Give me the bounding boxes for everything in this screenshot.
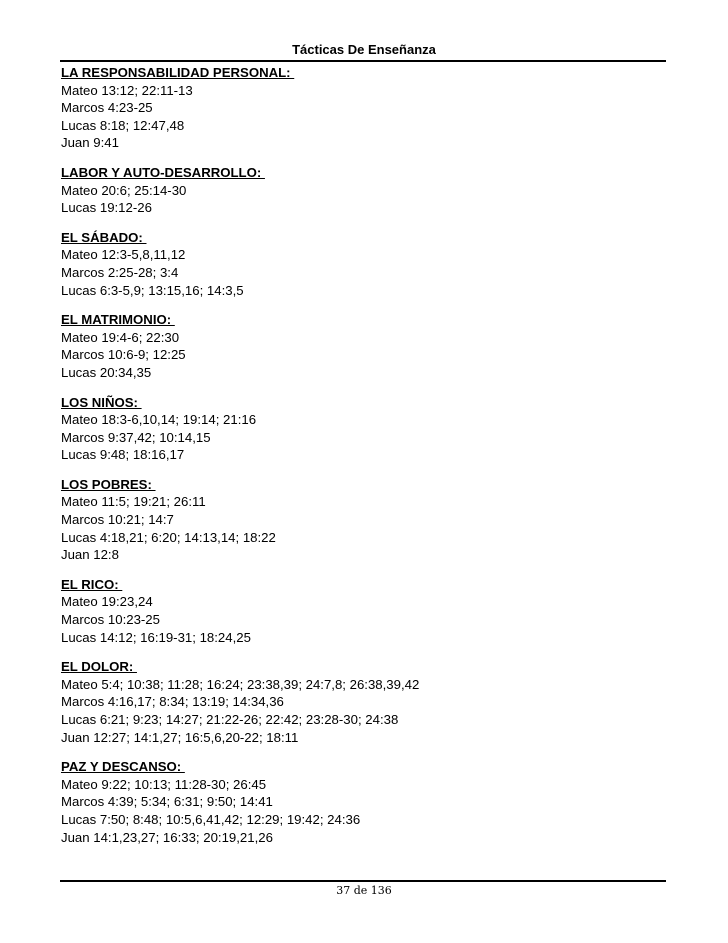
scripture-reference: Lucas 4:18,21; 6:20; 14:13,14; 18:22 (61, 529, 276, 545)
scripture-reference: Mateo 18:3-6,10,14; 19:14; 21:16 (61, 412, 257, 428)
scripture-reference: Mateo 19:4-6; 22:30 (61, 329, 180, 345)
scripture-reference: Lucas 20:34,35 (61, 364, 152, 380)
scripture-reference: Mateo 19:23,24 (61, 594, 153, 610)
topic-section (61, 164, 661, 217)
topic-heading: EL MATRIMONIO: (61, 312, 175, 328)
document-body (61, 64, 661, 858)
scripture-reference: Mateo 12:3-5,8,11,12 (61, 247, 186, 263)
topic-section (61, 658, 661, 746)
topic-section (61, 758, 661, 846)
scripture-reference: Lucas 19:12-26 (61, 200, 152, 216)
topic-heading: EL SÁBADO: (61, 229, 147, 245)
scripture-reference: Lucas 6:21; 9:23; 14:27; 21:22-26; 22:42; 23:28-30; 24:38 (61, 712, 399, 727)
scripture-reference: Lucas 8:18; 12:47,48 (61, 117, 185, 133)
topic-section (61, 64, 661, 152)
scripture-reference: Marcos 10:21; 14:7 (61, 512, 174, 528)
scripture-reference: Lucas 14:12; 16:19-31; 18:24,25 (61, 629, 251, 645)
scripture-reference: Mateo 13:12; 22:11-13 (61, 82, 193, 98)
page-number: 37 de 136 (336, 884, 392, 897)
scripture-reference: Lucas 6:3-5,9; 13:15,16; 14:3,5 (61, 282, 244, 298)
scripture-reference: Lucas 9:48; 18:16,17 (61, 447, 185, 463)
page-header-title: Tácticas De Enseñanza (292, 42, 436, 57)
topic-heading: LABOR Y AUTO-DESARROLLO: (61, 164, 265, 180)
topic-section (61, 394, 661, 464)
topic-heading: EL RICO: (61, 576, 123, 592)
topic-heading: LOS NIÑOS: (61, 394, 142, 410)
scripture-reference: Mateo 20:6; 25:14-30 (61, 182, 187, 198)
scripture-reference: Marcos 2:25-28; 3:4 (61, 264, 179, 280)
footer-divider (60, 880, 666, 882)
topic-heading: LOS POBRES: (61, 476, 156, 492)
scripture-reference: Juan 9:41 (61, 135, 119, 151)
topic-heading: EL DOLOR: (61, 659, 137, 675)
scripture-reference: Mateo 11:5; 19:21; 26:11 (61, 494, 206, 510)
scripture-reference: Lucas 7:50; 8:48; 10:5,6,41,42; 12:29; 19:42; 24:36 (61, 811, 361, 827)
topic-heading: LA RESPONSABILIDAD PERSONAL: (61, 65, 295, 80)
topic-section (61, 476, 661, 564)
scripture-reference: Marcos 10:23-25 (61, 612, 160, 628)
scripture-reference: Marcos 4:16,17; 8:34; 13:19; 14:34,36 (61, 694, 284, 710)
scripture-reference: Juan 12:8 (61, 547, 119, 563)
scripture-reference: Marcos 10:6-9; 12:25 (61, 347, 186, 363)
topic-section (61, 311, 661, 381)
scripture-reference: Mateo 5:4; 10:38; 11:28; 16:24; 23:38,39; 24:7,8; 26:38,39,42 (61, 676, 420, 692)
scripture-reference: Marcos 4:23-25 (61, 100, 153, 116)
header-divider (60, 60, 666, 62)
topic-heading: PAZ Y DESCANSO: (61, 759, 185, 775)
topic-section (61, 229, 661, 299)
scripture-reference: Marcos 4:39; 5:34; 6:31; 9:50; 14:41 (61, 794, 273, 810)
scripture-reference: Juan 12:27; 14:1,27; 16:5,6,20-22; 18:11 (61, 729, 299, 745)
topic-section (61, 576, 661, 646)
scripture-reference: Marcos 9:37,42; 10:14,15 (61, 429, 211, 445)
scripture-reference: Juan 14:1,23,27; 16:33; 20:19,21,26 (61, 829, 273, 845)
scripture-reference: Mateo 9:22; 10:13; 11:28-30; 26:45 (61, 776, 267, 792)
